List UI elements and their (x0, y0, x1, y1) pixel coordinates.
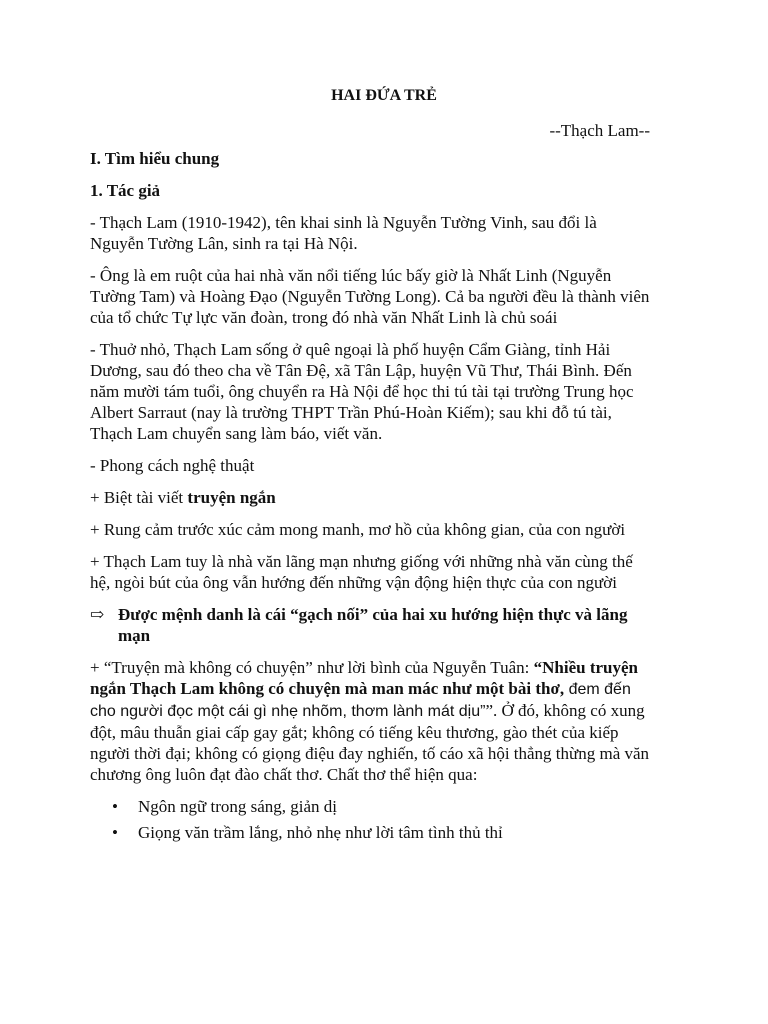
quote-sans: đem đến cho người đọc một cái gì nhẹ nhõm, thơm lành mát dịu” (90, 681, 631, 720)
quote-rest: ”. Ở đó, không có xung đột, mâu thuẫn giai cấp gay gắt; không có tiếng kêu thương, gào thét của kiếp người thời đại; không có giọng điệu đay nghiến, tố cáo xã hội thẳng thừng mà văn chương ông luôn đạt đào chất thơ. Chất thơ thể hiện qua: (90, 701, 650, 784)
list-item-text: Ngôn ngữ trong sáng, giản dị (138, 797, 338, 816)
document-body (90, 148, 650, 848)
text-bold: truyện ngắn (187, 488, 276, 507)
paragraph-family: - Ông là em ruột của hai nhà văn nổi tiếng lúc bấy giờ là Nhất Linh (Nguyễn Tường Tam) và Hoàng Đạo (Nguyễn Tường Long). Cả ba người đều là thành viên của tổ chức Tự lực văn đoàn, trong đó nhà văn Nhất Linh là chủ soái (90, 266, 650, 327)
bullet-icon: • (112, 823, 118, 842)
paragraph-birth: - Thạch Lam (1910-1942), tên khai sinh là Nguyễn Tường Vinh, sau đổi là Nguyễn Tường Lân, sinh ra tại Hà Nội. (90, 213, 597, 253)
section-heading: I. Tìm hiểu chung (90, 149, 220, 168)
quote-bold: “Nhiều truyện ngắn Thạch Lam không có chuyện mà man mác như một bài thơ, (90, 658, 638, 698)
bullet-list (90, 796, 650, 843)
paragraph-emotion: + Rung cảm trước xúc cảm mong manh, mơ hồ của không gian, của con người (90, 520, 626, 539)
paragraph-style: - Phong cách nghệ thuật (90, 456, 255, 475)
subsection-heading: 1. Tác giả (90, 181, 161, 200)
paragraph-realism: + Thạch Lam tuy là nhà văn lãng mạn nhưng giống với những nhà văn cùng thế hệ, ngòi bút của ông vẫn hướng đến những vận động hiện thực của con người (90, 552, 633, 592)
list-item-text: Giọng văn trầm lắng, nhỏ nhẹ như lời tâm tình thủ thỉ (138, 823, 503, 842)
quote-intro: + “Truyện mà không có chuyện” như lời bình của Nguyễn Tuân: (90, 658, 530, 677)
arrow-right-icon: ⇨ (90, 605, 105, 624)
list-item (90, 822, 650, 843)
list-item (90, 796, 650, 817)
paragraph-quote (90, 657, 650, 785)
paragraph-childhood: - Thuở nhỏ, Thạch Lam sống ở quê ngoại là phố huyện Cẩm Giàng, tỉnh Hải Dương, sau đó theo cha về Tân Đệ, xã Tân Lập, huyện Vũ Thư, Thái Bình. Đến năm mười tám tuổi, ông chuyển ra Hà Nội để học thi tú tài tại trường Trung học Albert Sarraut (nay là trường THPT Trần Phú-Hoàn Kiếm); sau khi đỗ tú tài, Thạch Lam chuyển sang làm báo, viết văn. (90, 340, 634, 443)
paragraph-short-story (90, 487, 650, 508)
arrow-item (90, 604, 650, 646)
bullet-icon: • (112, 797, 118, 816)
author-line: --Thạch Lam-- (549, 121, 650, 140)
arrow-item-text: Được mệnh danh là cái “gạch nối” của hai xu hướng hiện thực và lãng mạn (118, 605, 628, 645)
document-title: HAI ĐỨA TRẺ (331, 87, 437, 104)
text-prefix: + Biệt tài viết (90, 488, 188, 507)
